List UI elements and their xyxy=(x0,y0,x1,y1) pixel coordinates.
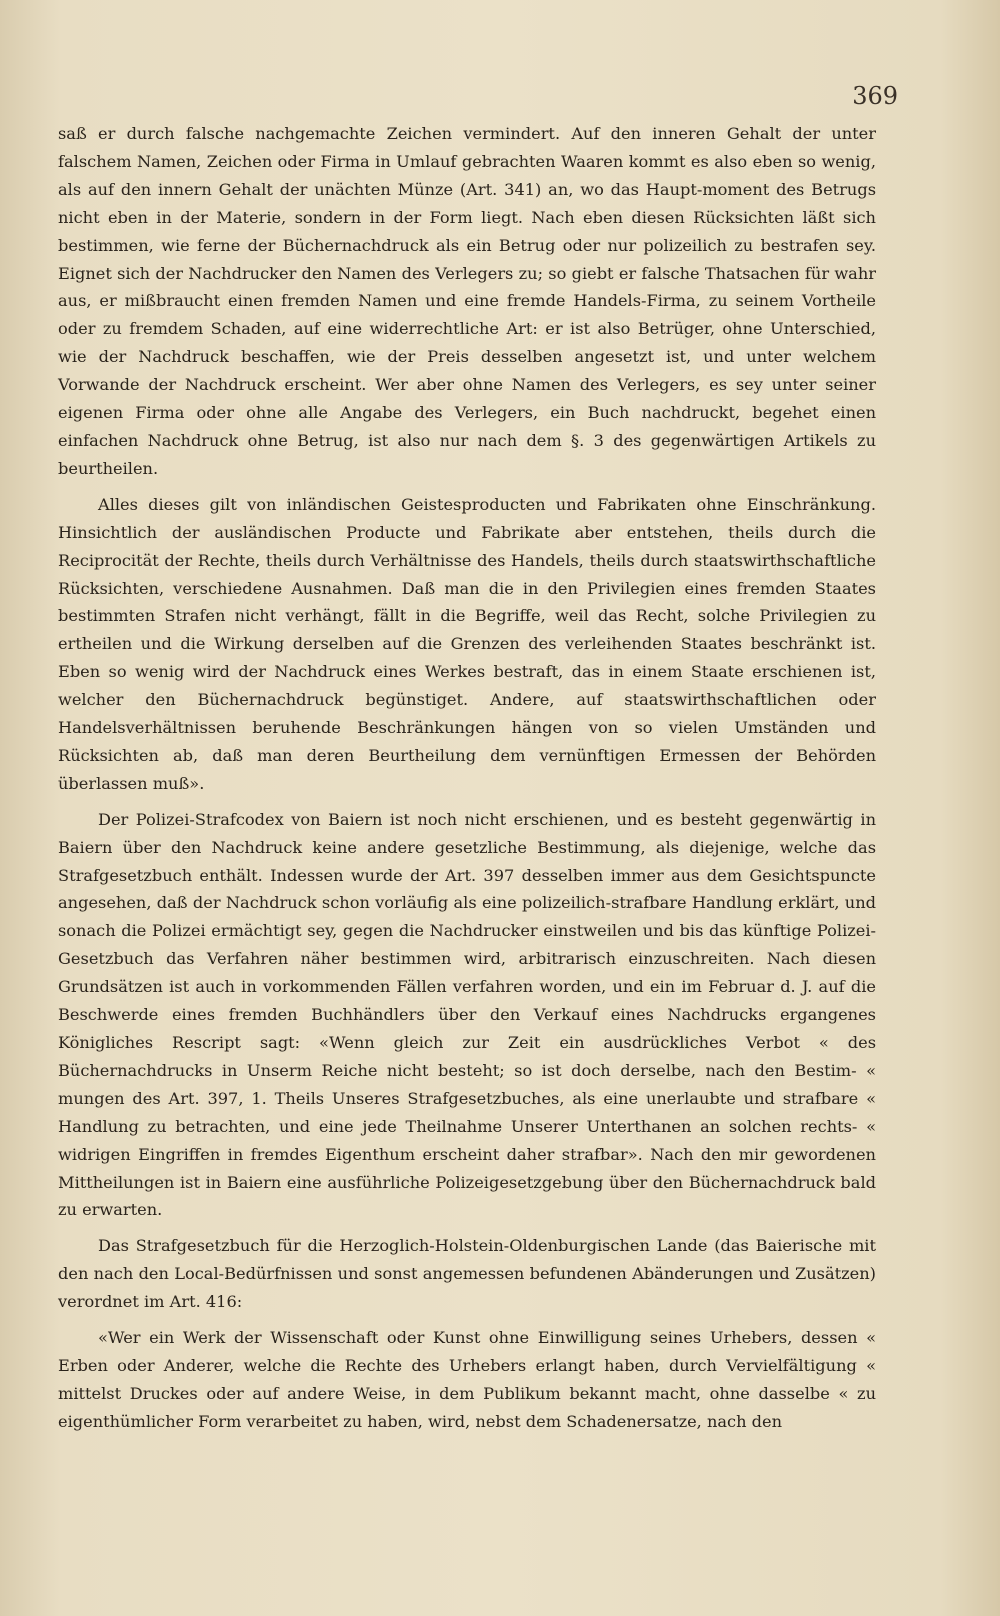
paragraph-1: saß er durch falsche nachgemachte Zeichen vermindert. Auf den inneren Gehalt der unter falschem Namen, Zeichen oder Firma in Umlauf gebrachten Waaren kommt es also eben so wenig, als auf den innern Gehalt der unächten Münze (Art. 341) an, wo das Haupt-moment des Betrugs nicht eben in der Materie, sondern in der Form liegt. Nach eben diesen Rücksichten läßt sich bestimmen, wie ferne der Büchernachdruck als ein Betrug oder nur polizeilich zu bestrafen sey. Eignet sich der Nachdrucker den Namen des Verlegers zu; so giebt er falsche Thatsachen für wahr aus, er mißbraucht einen fremden Namen und eine fremde Handels-Firma, zu seinem Vortheile oder zu fremdem Schaden, auf eine widerrechtliche Art: er ist also Betrüger, ohne Unterschied, wie der Nachdruck beschaffen, wie der Preis desselben angesetzt ist, und unter welchem Vorwande der Nachdruck erscheint. Wer aber ohne Namen des Verlegers, es sey unter seiner eigenen Firma oder ohne alle Angabe des Verlegers, ein Buch nachdruckt, begehet einen einfachen Nachdruck ohne Betrug, ist also nur nach dem §. 3 des gegenwärtigen Artikels zu beurtheilen. xyxy=(58,124,876,478)
paragraph-5: «Wer ein Werk der Wissenschaft oder Kunst ohne Einwilligung seines Urhebers, dessen « Erben oder Anderer, welche die Rechte des Urhebers erlangt haben, durch Vervielfältigung « mittelst Druckes oder auf andere Weise, in dem Publikum bekannt macht, ohne dasselbe « zu eigenthümlicher Form verarbeitet zu haben, wird, nebst dem Schadenersatze, nach den xyxy=(58,1328,876,1431)
paragraph-3: Der Polizei-Strafcodex von Baiern ist noch nicht erschienen, und es besteht gegenwärtig in Baiern über den Nachdruck keine andere gesetzliche Bestimmung, als diejenige, welche das Strafgesetzbuch enthält. Indessen wurde der Art. 397 desselben immer aus dem Gesichtspuncte angesehen, daß der Nachdruck schon vorläufig als eine polizeilich-strafbare Handlung erklärt, und sonach die Polizei ermächtigt sey, gegen die Nachdrucker einstweilen und bis das künftige Polizei-Gesetzbuch das Verfahren näher bestimmen wird, arbitrarisch einzuschreiten. Nach diesen Grundsätzen ist auch in vorkommenden Fällen verfahren worden, und ein im Februar d. J. auf die Beschwerde eines fremden Buchhändlers über den Verkauf eines Nachdrucks ergangenes Königliches Rescript sagt: «Wenn gleich zur Zeit ein ausdrückliches Verbot « des Büchernachdrucks in Unserm Reiche nicht besteht; so ist doch derselbe, nach den Bestim- « mungen des Art. 397, 1. Theils Unseres Strafgesetzbuches, als eine unerlaubte und strafbare « Handlung zu betrachten, und eine jede Theilnahme Unserer Unterthanen an solchen rechts- « widrigen Eingriffen in fremdes Eigenthum erscheint daher strafbar». Nach den mir gewordenen Mittheilungen ist in Baiern eine ausführliche Polizeigesetzgebung über den Büchernachdruck bald zu erwarten. xyxy=(58,809,876,1220)
page-body xyxy=(58,120,876,1436)
page-number: 369 xyxy=(852,82,898,110)
paragraph-2: Alles dieses gilt von inländischen Geistesproducten und Fabrikaten ohne Einschränkung. Hinsichtlich der ausländischen Producte und Fabrikate aber entstehen, theils durch die Reciprocität der Rechte, theils durch Verhältnisse des Handels, theils durch staatswirthschaftliche Rücksichten, verschiedene Ausnahmen. Daß man die in den Privilegien eines fremden Staates bestimmten Strafen nicht verhängt, fällt in die Begriffe, weil das Recht, solche Privilegien zu ertheilen und die Wirkung derselben auf die Grenzen des verleihenden Staates beschränkt ist. Eben so wenig wird der Nachdruck eines Werkes bestraft, das in einem Staate erschienen ist, welcher den Büchernachdruck begünstiget. Andere, auf staatswirthschaftlichen oder Handelsverhältnissen beruhende Beschränkungen hängen von so vielen Umständen und Rücksichten ab, daß man deren Beurtheilung dem vernünftigen Ermessen der Behörden überlassen muß». xyxy=(58,494,876,793)
paragraph-4: Das Strafgesetzbuch für die Herzoglich-Holstein-Oldenburgischen Lande (das Baierische mit den nach den Local-Bedürfnissen und sonst angemessen befundenen Abänderungen und Zusätzen) verordnet im Art. 416: xyxy=(58,1236,876,1312)
